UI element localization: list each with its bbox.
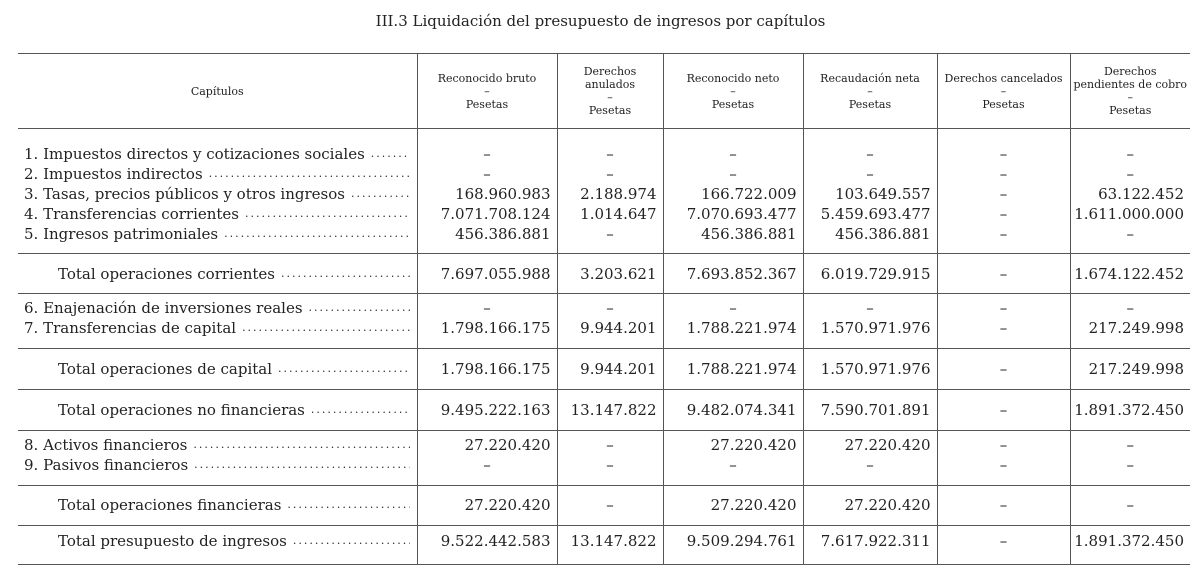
column-header-capitulos [18, 54, 417, 129]
spacer-cell [937, 551, 1070, 565]
column-label: Derechos anulados [583, 65, 637, 91]
column-unit: Pesetas [848, 97, 892, 111]
row-label: 5. Ingresos patrimoniales [24, 225, 219, 243]
column-header-derechos-anulados [557, 54, 663, 129]
value-cell: – [937, 224, 1070, 244]
value-cell: – [937, 318, 1070, 338]
value-cell: – [557, 435, 663, 455]
spacer-cell [18, 349, 417, 360]
value-cell: 13.147.822 [557, 400, 663, 420]
spacer-cell [18, 420, 417, 431]
spacer-cell [417, 254, 557, 265]
value-cell: 13.147.822 [557, 531, 663, 551]
row-label: Total presupuesto de ingresos [58, 532, 287, 550]
row-label-wrap [24, 455, 410, 475]
spacer-cell [663, 390, 803, 401]
value-cell: – [937, 164, 1070, 184]
table-row [18, 184, 1190, 204]
value-cell: 168.960.983 [417, 184, 557, 204]
spacer-cell [663, 254, 803, 265]
value-cell: 9.522.442.583 [417, 531, 557, 551]
column-sep: – [1127, 91, 1133, 104]
spacer-cell [557, 338, 663, 349]
value-cell: 9.944.201 [557, 318, 663, 338]
spacer-cell [417, 390, 557, 401]
value-cell: 63.122.452 [1070, 184, 1190, 204]
value-cell: – [937, 298, 1070, 318]
row-label-wrap [24, 318, 410, 338]
value-cell: 1.014.647 [557, 204, 663, 224]
spacer-cell [1070, 379, 1190, 390]
spacer-cell [803, 475, 937, 486]
value-cell: 27.220.420 [803, 495, 937, 515]
spacer-cell [557, 379, 663, 390]
value-cell: – [1070, 164, 1190, 184]
column-unit: Pesetas [982, 97, 1025, 111]
value-cell: – [937, 455, 1070, 475]
row-label: 4. Transferencias corrientes [24, 205, 240, 223]
dot-leader [203, 164, 410, 184]
spacer-cell [663, 515, 803, 526]
table-row [18, 435, 1190, 455]
dot-leader [272, 359, 410, 379]
row-label: Total operaciones financieras [58, 496, 282, 514]
value-cell: 1.891.372.450 [1070, 400, 1190, 420]
row-spacer [18, 129, 1190, 145]
value-cell: 7.693.852.367 [663, 264, 803, 284]
spacer-cell [803, 349, 937, 360]
spacer-cell [1070, 475, 1190, 486]
spacer-cell [803, 379, 937, 390]
value-cell: – [557, 224, 663, 244]
spacer-cell [663, 349, 803, 360]
column-sep: – [607, 91, 613, 104]
row-label: 2. Impuestos indirectos [24, 165, 203, 183]
spacer-cell [663, 338, 803, 349]
column-unit: Pesetas [588, 104, 632, 117]
value-cell: 166.722.009 [663, 184, 803, 204]
spacer-cell [937, 390, 1070, 401]
spacer-cell [937, 515, 1070, 526]
column-label: Capítulos [190, 84, 244, 98]
spacer-cell [557, 254, 663, 265]
total-group [18, 486, 1190, 526]
spacer-cell [937, 420, 1070, 431]
spacer-cell [1070, 349, 1190, 360]
value-cell: – [1070, 144, 1190, 164]
row-label-cell [18, 359, 417, 379]
column-label: Reconocido neto [686, 71, 780, 85]
value-cell: – [803, 455, 937, 475]
total-group [18, 254, 1190, 294]
row-spacer [18, 420, 1190, 431]
row-label: 3. Tasas, precios públicos y otros ingresos [24, 185, 345, 203]
spacer-cell [803, 338, 937, 349]
value-cell: 7.617.922.311 [803, 531, 937, 551]
column-header-recaudacion-neta [803, 54, 937, 129]
table-row [18, 144, 1190, 164]
spacer-cell [803, 284, 937, 294]
spacer-cell [803, 129, 937, 145]
value-cell: 1.570.971.976 [803, 359, 937, 379]
column-header-derechos-pendientes [1070, 54, 1190, 129]
spacer-cell [18, 515, 417, 526]
value-cell: – [557, 495, 663, 515]
value-cell: 27.220.420 [803, 435, 937, 455]
dot-leader [303, 298, 410, 318]
value-cell: – [417, 164, 557, 184]
dot-leader [365, 144, 410, 164]
value-cell: 456.386.881 [803, 224, 937, 244]
spacer-cell [557, 515, 663, 526]
spacer-cell [18, 284, 417, 294]
column-header-reconocido-neto [663, 54, 803, 129]
row-label-cell [18, 318, 417, 338]
value-cell: 9.944.201 [557, 359, 663, 379]
value-cell: 27.220.420 [417, 435, 557, 455]
value-cell: – [1070, 455, 1190, 475]
value-cell: – [803, 144, 937, 164]
row-label-wrap [58, 359, 410, 379]
spacer-cell [803, 551, 937, 565]
spacer-cell [663, 284, 803, 294]
row-label-wrap [24, 144, 410, 164]
table-title: III.3 Liquidación del presupuesto de ingresos por capítulos [375, 12, 826, 30]
spacer-cell [1070, 284, 1190, 294]
spacer-cell [663, 551, 803, 565]
column-header-reconocido-bruto [417, 54, 557, 129]
total-row [18, 495, 1190, 515]
column-unit: Pesetas [465, 97, 509, 111]
spacer-cell [937, 349, 1070, 360]
spacer-cell [18, 129, 417, 145]
table-row [18, 164, 1190, 184]
row-label-wrap [58, 264, 410, 284]
row-label-wrap [24, 298, 410, 318]
value-cell: – [663, 298, 803, 318]
column-label: Derechos pendientes de cobro [1073, 65, 1188, 91]
spacer-cell [1070, 551, 1190, 565]
spacer-cell [417, 515, 557, 526]
spacer-cell [663, 379, 803, 390]
table-row [18, 298, 1190, 318]
row-label-wrap [24, 224, 410, 244]
value-cell: 27.220.420 [663, 435, 803, 455]
spacer-cell [18, 244, 417, 254]
value-cell: 7.697.055.988 [417, 264, 557, 284]
row-spacer [18, 475, 1190, 486]
spacer-cell [18, 486, 417, 496]
dot-leader [239, 204, 410, 224]
row-spacer [18, 390, 1190, 401]
value-cell: – [557, 144, 663, 164]
spacer-cell [937, 254, 1070, 265]
value-cell: 27.220.420 [417, 495, 557, 515]
row-label-cell [18, 298, 417, 318]
row-label: Total operaciones corrientes [58, 265, 275, 283]
row-label-wrap [24, 435, 410, 455]
row-label-cell [18, 164, 417, 184]
value-cell: 1.570.971.976 [803, 318, 937, 338]
row-label: 6. Enajenación de inversiones reales [24, 299, 303, 317]
header-row [18, 54, 1190, 129]
spacer-cell [1070, 390, 1190, 401]
row-spacer [18, 349, 1190, 360]
chapter-group [18, 431, 1190, 486]
dot-leader [287, 531, 410, 551]
spacer-cell [557, 129, 663, 145]
value-cell: 7.071.708.124 [417, 204, 557, 224]
dot-leader [188, 455, 410, 475]
value-cell: 9.509.294.761 [663, 531, 803, 551]
value-cell: – [937, 204, 1070, 224]
spacer-cell [1070, 244, 1190, 254]
spacer-cell [557, 244, 663, 254]
spacer-cell [803, 244, 937, 254]
value-cell: – [937, 435, 1070, 455]
value-cell: – [417, 298, 557, 318]
column-sep: – [867, 84, 873, 98]
dot-leader [218, 224, 410, 244]
value-cell: 456.386.881 [663, 224, 803, 244]
value-cell: – [663, 164, 803, 184]
value-cell: 2.188.974 [557, 184, 663, 204]
value-cell: 1.674.122.452 [1070, 264, 1190, 284]
row-label-wrap [58, 531, 410, 551]
spacer-cell [937, 284, 1070, 294]
spacer-cell [1070, 420, 1190, 431]
total-group [18, 349, 1190, 390]
column-label: Derechos cancelados [944, 71, 1063, 85]
dot-leader [187, 435, 410, 455]
spacer-cell [18, 338, 417, 349]
row-label-cell [18, 264, 417, 284]
spacer-cell [18, 551, 417, 565]
value-cell: 7.070.693.477 [663, 204, 803, 224]
value-cell: 1.798.166.175 [417, 318, 557, 338]
spacer-cell [937, 379, 1070, 390]
row-spacer [18, 379, 1190, 390]
value-cell: – [937, 531, 1070, 551]
value-cell: 1.788.221.974 [663, 359, 803, 379]
spacer-cell [663, 420, 803, 431]
row-label: 7. Transferencias de capital [24, 319, 237, 337]
value-cell: – [557, 455, 663, 475]
spacer-cell [1070, 515, 1190, 526]
value-cell: – [1070, 298, 1190, 318]
spacer-cell [937, 338, 1070, 349]
value-cell: – [937, 359, 1070, 379]
row-label-wrap [24, 204, 410, 224]
row-label: 9. Pasivos financieros [24, 456, 189, 474]
row-label-wrap [24, 164, 410, 184]
table-row [18, 204, 1190, 224]
chapter-group [18, 294, 1190, 349]
value-cell: 27.220.420 [663, 495, 803, 515]
value-cell: 217.249.998 [1070, 359, 1190, 379]
spacer-cell [937, 486, 1070, 496]
value-cell: 1.611.000.000 [1070, 204, 1190, 224]
row-label-wrap [58, 400, 410, 420]
row-label-wrap [24, 184, 410, 204]
value-cell: – [417, 144, 557, 164]
spacer-cell [937, 475, 1070, 486]
table-row [18, 224, 1190, 244]
dot-leader [275, 264, 410, 284]
budget-income-table [18, 53, 1190, 565]
value-cell: 456.386.881 [417, 224, 557, 244]
value-cell: – [803, 298, 937, 318]
row-label-cell [18, 144, 417, 164]
value-cell: – [557, 164, 663, 184]
value-cell: 1.798.166.175 [417, 359, 557, 379]
row-label-cell [18, 435, 417, 455]
spacer-cell [417, 349, 557, 360]
total-row [18, 359, 1190, 379]
spacer-cell [803, 420, 937, 431]
row-spacer [18, 254, 1190, 265]
spacer-cell [803, 486, 937, 496]
value-cell: – [937, 184, 1070, 204]
row-label: 8. Activos financieros [24, 436, 188, 454]
total-row [18, 400, 1190, 420]
row-label-cell [18, 400, 417, 420]
row-spacer [18, 338, 1190, 349]
dot-leader [236, 318, 410, 338]
total-row [18, 264, 1190, 284]
spacer-cell [937, 129, 1070, 145]
value-cell: 103.649.557 [803, 184, 937, 204]
row-label: 1. Impuestos directos y cotizaciones sociales [24, 145, 365, 163]
spacer-cell [417, 129, 557, 145]
value-cell: – [663, 455, 803, 475]
spacer-cell [417, 379, 557, 390]
row-label-cell [18, 495, 417, 515]
spacer-cell [1070, 338, 1190, 349]
spacer-cell [557, 486, 663, 496]
value-cell: – [803, 164, 937, 184]
value-cell: – [557, 298, 663, 318]
total-group [18, 526, 1190, 565]
spacer-cell [417, 244, 557, 254]
value-cell: 9.495.222.163 [417, 400, 557, 420]
value-cell: – [937, 144, 1070, 164]
column-sep: – [730, 84, 736, 98]
value-cell: – [1070, 224, 1190, 244]
column-label: Reconocido bruto [437, 71, 537, 85]
value-cell: 1.788.221.974 [663, 318, 803, 338]
spacer-cell [1070, 486, 1190, 496]
spacer-cell [417, 420, 557, 431]
spacer-cell [18, 475, 417, 486]
value-cell: – [663, 144, 803, 164]
row-spacer [18, 515, 1190, 526]
value-cell: – [1070, 495, 1190, 515]
value-cell: 7.590.701.891 [803, 400, 937, 420]
spacer-cell [557, 390, 663, 401]
value-cell: – [937, 495, 1070, 515]
spacer-cell [663, 129, 803, 145]
column-unit: Pesetas [711, 97, 755, 111]
value-cell: 217.249.998 [1070, 318, 1190, 338]
value-cell: 3.203.621 [557, 264, 663, 284]
row-label-wrap [58, 495, 410, 515]
spacer-cell [417, 284, 557, 294]
spacer-cell [937, 244, 1070, 254]
value-cell: 9.482.074.341 [663, 400, 803, 420]
spacer-cell [18, 390, 417, 401]
column-unit: Pesetas [1109, 104, 1152, 117]
row-label-cell [18, 204, 417, 224]
row-label: Total operaciones no financieras [58, 401, 305, 419]
dot-leader [345, 184, 410, 204]
row-spacer [18, 244, 1190, 254]
spacer-cell [803, 254, 937, 265]
spacer-cell [663, 486, 803, 496]
value-cell: – [937, 264, 1070, 284]
spacer-cell [557, 349, 663, 360]
value-cell: 5.459.693.477 [803, 204, 937, 224]
spacer-cell [557, 284, 663, 294]
dot-leader [281, 495, 410, 515]
spacer-cell [663, 475, 803, 486]
spacer-cell [417, 551, 557, 565]
total-group [18, 390, 1190, 431]
spacer-cell [417, 338, 557, 349]
spacer-cell [663, 244, 803, 254]
row-label-cell [18, 531, 417, 551]
spacer-cell [18, 379, 417, 390]
column-label: Recaudación neta [820, 71, 920, 85]
row-label-cell [18, 455, 417, 475]
spacer-cell [1070, 129, 1190, 145]
column-sep: – [1000, 84, 1007, 98]
value-cell: – [417, 455, 557, 475]
value-cell: 6.019.729.915 [803, 264, 937, 284]
total-row [18, 531, 1190, 551]
row-label-cell [18, 184, 417, 204]
row-spacer [18, 486, 1190, 496]
spacer-cell [557, 475, 663, 486]
column-sep: – [484, 84, 490, 98]
row-spacer [18, 551, 1190, 565]
row-label-cell [18, 224, 417, 244]
dot-leader [305, 400, 410, 420]
chapter-group [18, 129, 1190, 254]
spacer-cell [417, 475, 557, 486]
row-label: Total operaciones de capital [58, 360, 273, 378]
table-row [18, 455, 1190, 475]
value-cell: – [937, 400, 1070, 420]
spacer-cell [18, 254, 417, 265]
row-spacer [18, 284, 1190, 294]
spacer-cell [417, 486, 557, 496]
spacer-cell [1070, 254, 1190, 265]
spacer-cell [803, 515, 937, 526]
spacer-cell [557, 551, 663, 565]
value-cell: – [1070, 435, 1190, 455]
spacer-cell [557, 420, 663, 431]
value-cell: 1.891.372.450 [1070, 531, 1190, 551]
table-row [18, 318, 1190, 338]
column-header-derechos-cancelados [937, 54, 1070, 129]
spacer-cell [803, 390, 937, 401]
